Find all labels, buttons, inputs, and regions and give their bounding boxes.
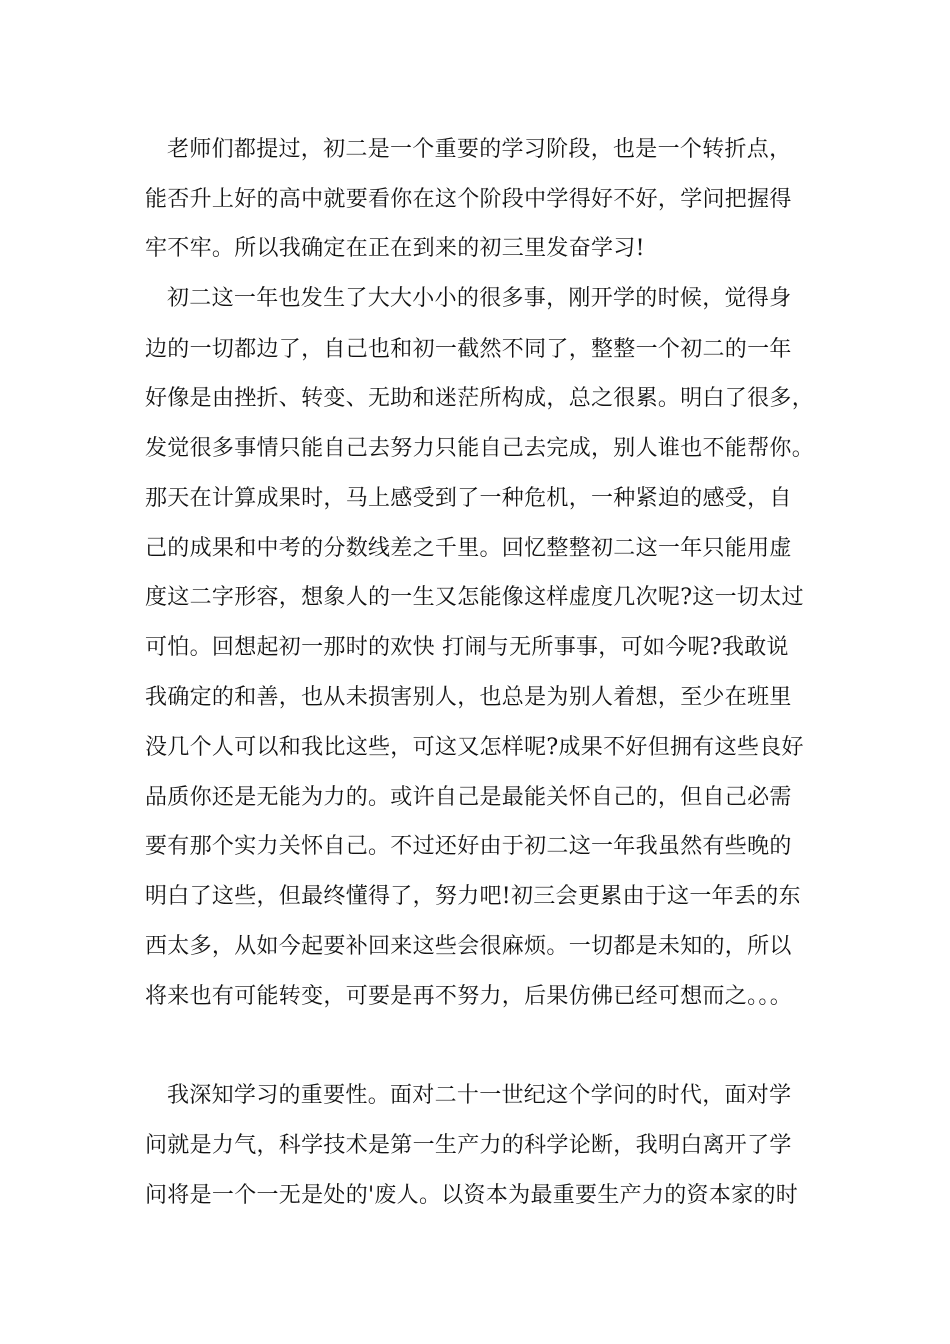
paragraph-1-line-1: 老师们都提过，初二是一个重要的学习阶段，也是一个转折点， [167, 137, 792, 162]
paragraph-2-line-15: 将来也有可能转变，可要是再不努力，后果仿佛已经可想而之。。。 [145, 984, 793, 1009]
paragraph-1-line-3: 牢不牢。所以我确定在正在到来的初三里发奋学习! [145, 236, 645, 261]
paragraph-2-line-10: 没几个人可以和我比这些，可这又怎样呢?成果不好但拥有这些良好 [145, 735, 804, 760]
paragraph-2-line-3: 好像是由挫折、转变、无助和迷茫所构成，总之很累。明白了很多， [145, 386, 815, 411]
paragraph-2-line-7: 度这二字形容，想象人的一生又怎能像这样虚度几次呢?这一切太过 [145, 585, 804, 610]
paragraph-3-line-1: 我深知学习的重要性。面对二十一世纪这个学问的时代，面对学 [167, 1083, 792, 1108]
paragraph-2-line-1: 初二这一年也发生了大大小小的很多事，刚开学的时候，觉得身 [167, 286, 792, 311]
paragraph-1-line-2: 能否升上好的高中就要看你在这个阶段中学得好不好，学问把握得 [145, 187, 792, 212]
paragraph-3-line-2: 问就是力气，科学技术是第一生产力的科学论断，我明白离开了学 [145, 1133, 792, 1158]
paragraph-2-line-2: 边的一切都边了，自己也和初一截然不同了，整整一个初二的一年 [145, 337, 792, 362]
paragraph-2-line-6: 己的成果和中考的分数线差之千里。回忆整整初二这一年只能用虚 [145, 536, 792, 561]
paragraph-3-line-3: 问将是一个一无是处的'废人。以资本为最重要生产力的资本家的时 [145, 1183, 799, 1208]
paragraph-2-line-4: 发觉很多事情只能自己去努力只能自己去完成，别人谁也不能帮你。 [145, 436, 815, 461]
paragraph-2-line-8: 可怕。回想起初一那时的欢快 打闹与无所事事，可如今呢?我敢说 [145, 635, 789, 660]
paragraph-2-line-9: 我确定的和善，也从未损害别人，也总是为别人着想，至少在班里 [145, 685, 792, 710]
paragraph-2-line-13: 明白了这些，但最终懂得了，努力吧!初三会更累由于这一年丢的东 [145, 884, 801, 909]
paragraph-2-line-5: 那天在计算成果时，马上感受到了一种危机，一种紧迫的感受，自 [145, 486, 792, 511]
paragraph-2-line-11: 品质你还是无能为力的。或许自己是最能关怀自己的，但自己必需 [145, 785, 792, 810]
paragraph-2-line-14: 西太多，从如今起要补回来这些会很麻烦。一切都是未知的，所以 [145, 934, 792, 959]
paragraph-2-line-12: 要有那个实力关怀自己。不过还好由于初二这一年我虽然有些晚的 [145, 834, 792, 859]
